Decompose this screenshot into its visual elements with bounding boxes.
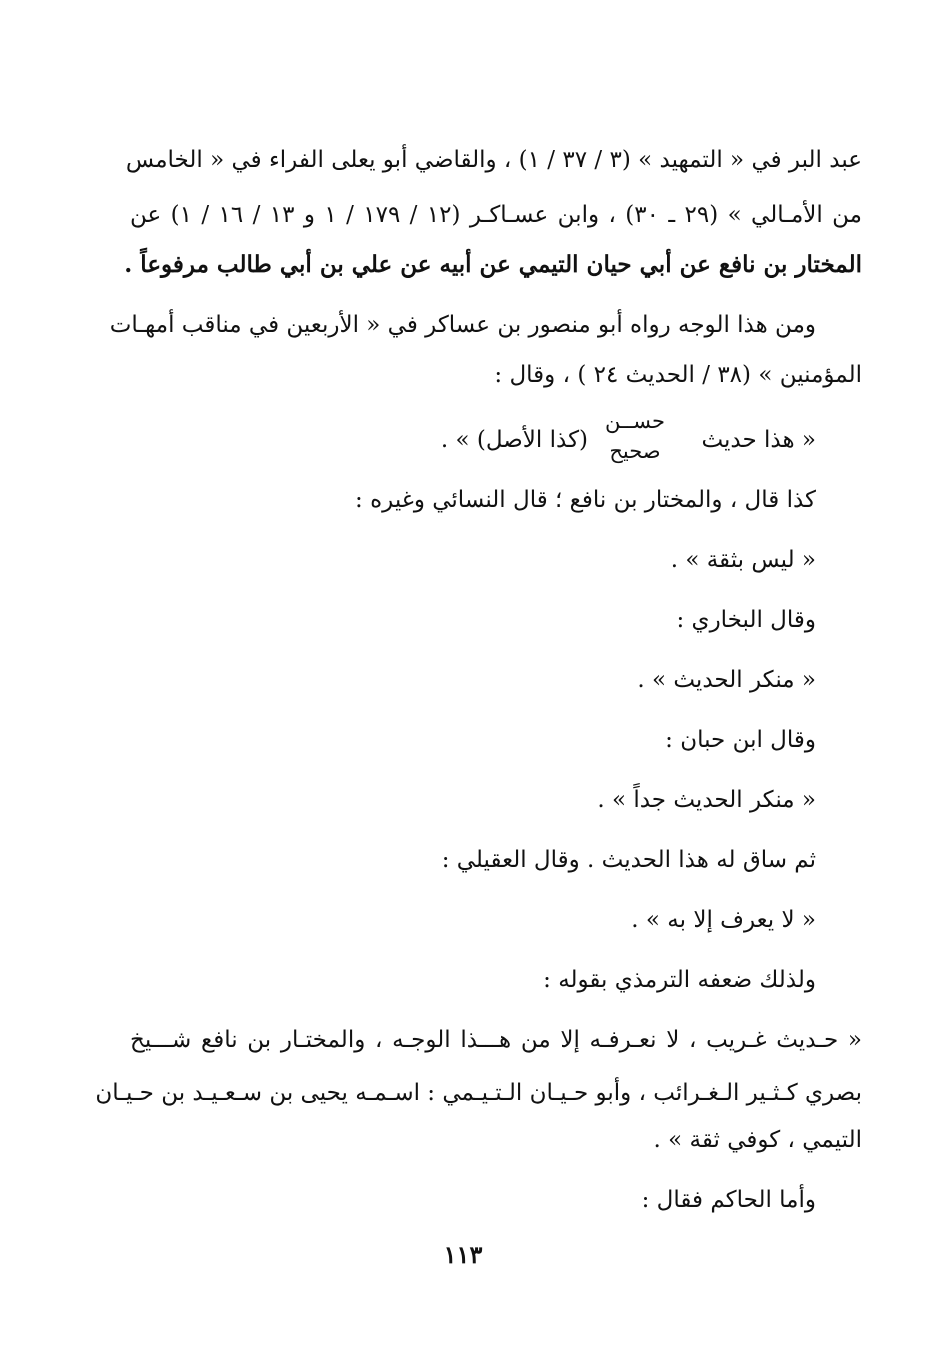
paragraph3-line2: بصري كـثـير الـغـرائب ، وأبو حـيـان الـتـيـمي : اسـمـه يحيى بن سـعـيـد بن حـيـان (95, 1080, 862, 1106)
paragraph2-line2: المؤمنين » (٣٨ / الحديث ٢٤ ) ، وقال : (494, 362, 862, 388)
grading-hasan: حســن (604, 409, 665, 433)
grading-sahih: صحيح (609, 439, 661, 463)
line-nasai: كذا قال ، والمختار بن نافع ؛ قال النسائي وغيره : (355, 487, 816, 513)
line-ibn-hibban: وقال ابن حبان : (665, 727, 816, 753)
line-munkar-al-hadith: « منكر الحديث » . (637, 667, 816, 693)
line-hakim: وأما الحاكم فقال : (641, 1187, 816, 1213)
line-bukhari: وقال البخاري : (676, 607, 816, 633)
line-la-yuraf: « لا يعرف إلا به » . (631, 907, 816, 933)
line-uqayli: ثم ساق له هذا الحديث . وقال العقيلي : (441, 847, 816, 873)
paragraph1-line2: من الأمـالي » (٢٩ ـ ٣٠) ، وابن عسـاكـر (١٢ / ١٧٩ / ١ و ١٣ / ١٦ / ١) عن (130, 202, 862, 228)
quote1-after: (كذا الأصل) » . (440, 427, 588, 453)
line-munkar-jiddan: « منكر الحديث جداً » . (597, 787, 816, 813)
grading-stack (599, 408, 671, 470)
line-laysa-bithiqa: « ليس بثقة » . (670, 547, 816, 573)
paragraph3-line1: « حـديث غـريب ، لا نعـرفـه إلا من هـــذا الوجـه ، والمختـار بن نافع شـــيخ (130, 1027, 862, 1053)
line-tirmidhi: ولذلك ضعفه الترمذي بقوله : (543, 967, 816, 993)
paragraph3-line3: التيمي ، كوفي ثقة » . (653, 1127, 862, 1153)
quote1-before: « هذا حديث (701, 427, 816, 453)
page-number: ١١٣ (443, 1240, 483, 1269)
paragraph2-line1: ومن هذا الوجه رواه أبو منصور بن عساكر في « الأربعين في مناقب أمهـات (109, 312, 816, 338)
paragraph1-line1: عبد البر في « التمهيد » (٣ / ٣٧ / ١) ، والقاضي أبو يعلى الفراء في « الخامس (125, 147, 862, 173)
paragraph1-line3: المختار بن نافع عن أبي حيان التيمي عن أبيه عن علي بن أبي طالب مرفوعاً . (124, 251, 862, 278)
